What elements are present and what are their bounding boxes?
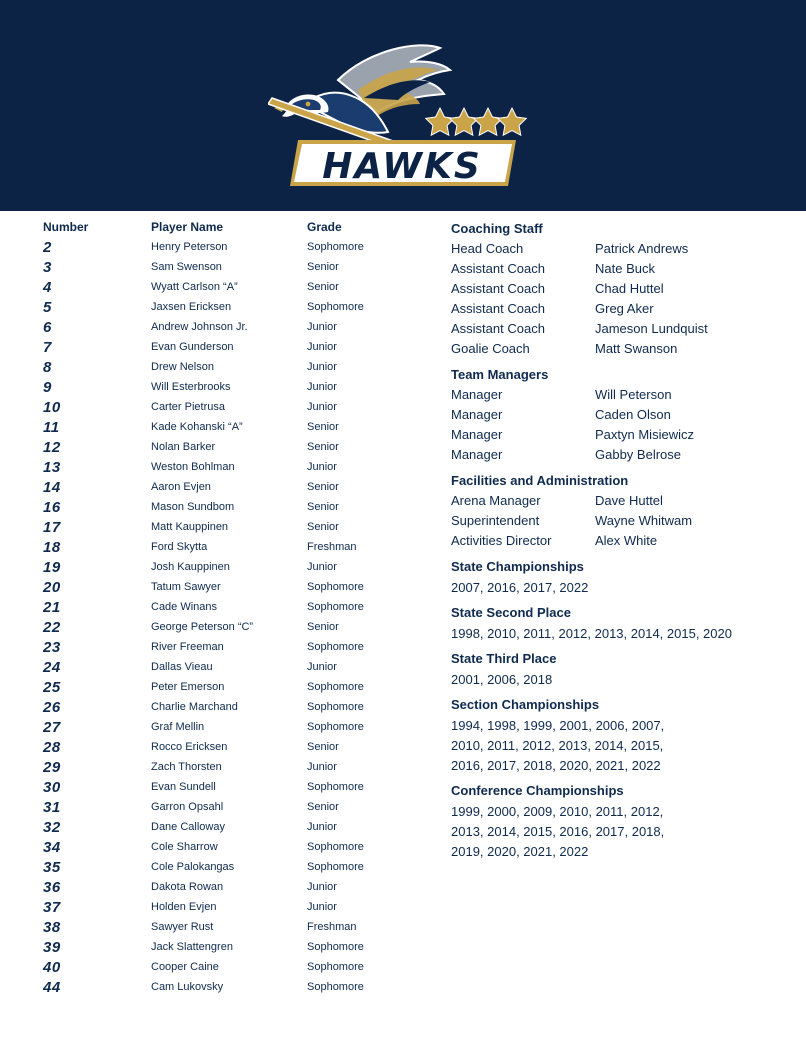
roster-row [43,798,423,818]
player-number: 18 [43,539,61,556]
player-grade: Senior [307,281,339,293]
player-number: 32 [43,819,61,836]
player-number: 21 [43,599,61,616]
player-name: Matt Kauppinen [151,521,229,533]
staff-role: Manager [451,427,503,442]
player-number: 30 [43,779,61,796]
roster-row [43,938,423,958]
player-number: 11 [43,419,60,436]
player-name: Tatum Sawyer [151,581,221,593]
roster-row [43,318,423,338]
year-line: 2019, 2020, 2021, 2022 [451,844,589,859]
staff-row [451,260,791,280]
year-line: 1994, 1998, 1999, 2001, 2006, 2007, [451,718,665,733]
player-name: Sawyer Rust [151,921,214,933]
state-second-section [451,604,791,644]
staff-role: Activities Director [451,533,552,548]
staff-row [451,386,791,406]
player-number: 34 [43,839,61,856]
player-grade: Sophomore [307,641,364,653]
player-number: 17 [43,519,61,536]
staff-role: Superintendent [451,513,540,528]
staff-role: Manager [451,407,503,422]
player-number: 29 [43,759,61,776]
player-grade: Junior [307,321,337,333]
player-grade: Sophomore [307,981,364,993]
player-grade: Senior [307,741,339,753]
staff-person: Matt Swanson [595,341,678,356]
player-grade: Junior [307,761,337,773]
player-name: Weston Bohlman [151,461,235,473]
roster-row [43,258,423,278]
staff-person: Wayne Whitwam [595,513,693,528]
facilities-section [451,472,791,552]
roster-row [43,498,423,518]
year-line: 2001, 2006, 2018 [451,672,553,687]
year-line: 2013, 2014, 2015, 2016, 2017, 2018, [451,824,665,839]
player-grade: Senior [307,421,339,433]
player-name: Garron Opsahl [151,801,224,813]
section-title: State Third Place [451,651,557,666]
staff-role: Assistant Coach [451,281,545,296]
player-name: Cooper Caine [151,961,219,973]
player-grade: Junior [307,341,337,353]
staff-list [451,492,791,552]
player-name: Jaxsen Ericksen [151,301,232,313]
staff-role: Head Coach [451,241,524,256]
roster-row [43,678,423,698]
player-number: 13 [43,459,61,476]
player-grade: Junior [307,361,337,373]
player-name: Peter Emerson [151,681,225,693]
state-championships-section [451,558,791,598]
staff-role: Arena Manager [451,493,541,508]
player-number: 3 [43,259,52,276]
player-grade: Senior [307,521,339,533]
year-lines [451,624,791,644]
roster-row [43,978,423,998]
section-title: Facilities and Administration [451,473,629,488]
staff-person: Greg Aker [595,301,654,316]
header-grade: Grade [307,220,342,234]
roster-row [43,918,423,938]
player-grade: Junior [307,561,337,573]
roster-row [43,898,423,918]
player-grade: Senior [307,261,339,273]
player-name: Kade Kohanski “A” [151,421,243,433]
year-lines [451,670,791,690]
player-name: Drew Nelson [151,361,214,373]
roster-row [43,618,423,638]
roster-row [43,818,423,838]
player-grade: Freshman [307,921,357,933]
player-grade: Sophomore [307,581,364,593]
player-number: 36 [43,879,61,896]
player-grade: Junior [307,401,337,413]
roster-row [43,378,423,398]
player-grade: Sophomore [307,841,364,853]
player-number: 5 [43,299,52,316]
player-grade: Senior [307,441,339,453]
player-number: 40 [43,959,61,976]
player-number: 37 [43,899,61,916]
staff-list [451,386,791,466]
player-name: Henry Peterson [151,241,228,253]
staff-row [451,532,791,552]
player-name: Ford Skytta [151,541,208,553]
player-grade: Sophomore [307,721,364,733]
year-line: 2016, 2017, 2018, 2020, 2021, 2022 [451,758,661,773]
player-grade: Junior [307,461,337,473]
staff-role: Assistant Coach [451,261,545,276]
staff-person: Jameson Lundquist [595,321,708,336]
logo-wordmark: HAWKS [322,146,482,187]
player-grade: Sophomore [307,701,364,713]
player-number: 23 [43,639,61,656]
player-name: Graf Mellin [151,721,205,733]
player-number: 14 [43,479,61,496]
roster-row [43,278,423,298]
player-name: Dakota Rowan [151,881,224,893]
roster-row [43,538,423,558]
conference-championships-section [451,782,791,862]
player-grade: Sophomore [307,781,364,793]
player-number: 38 [43,919,61,936]
player-name: Carter Pietrusa [151,401,225,413]
year-line: 1998, 2010, 2011, 2012, 2013, 2014, 2015, 2020 [451,626,732,641]
player-grade: Junior [307,881,337,893]
player-number: 22 [43,619,61,636]
player-grade: Sophomore [307,861,364,873]
player-name: Aaron Evjen [151,481,211,493]
player-name: Evan Sundell [151,781,216,793]
player-name: Holden Evjen [151,901,217,913]
section-title: Section Championships [451,697,600,712]
roster-row [43,558,423,578]
roster-row [43,858,423,878]
player-grade: Junior [307,381,337,393]
player-number: 28 [43,739,61,756]
staff-row [451,446,791,466]
player-grade: Junior [307,821,337,833]
staff-person: Alex White [595,533,658,548]
player-name: Josh Kauppinen [151,561,230,573]
section-title: Team Managers [451,367,549,382]
roster-row [43,238,423,258]
section-title: Coaching Staff [451,221,543,236]
section-championships-section [451,696,791,776]
player-number: 9 [43,379,52,396]
staff-and-honors [451,220,791,868]
roster-table [43,218,423,998]
roster-row [43,698,423,718]
roster-row [43,418,423,438]
header-number: Number [43,220,89,234]
year-lines [451,716,791,776]
roster-row [43,338,423,358]
staff-row [451,300,791,320]
roster-row [43,478,423,498]
roster-rows [43,238,423,998]
staff-list [451,240,791,360]
player-name: Nolan Barker [151,441,216,453]
roster-row [43,778,423,798]
player-name: Cade Winans [151,601,218,613]
player-number: 27 [43,719,61,736]
staff-role: Goalie Coach [451,341,530,356]
roster-row [43,738,423,758]
state-third-section [451,650,791,690]
player-grade: Sophomore [307,681,364,693]
player-grade: Senior [307,501,339,513]
roster-row [43,398,423,418]
roster-row [43,458,423,478]
staff-person: Dave Huttel [595,493,663,508]
player-name: Dane Calloway [151,821,225,833]
player-name: Cole Palokangas [151,861,235,873]
player-name: Sam Swenson [151,261,222,273]
roster-row [43,838,423,858]
player-number: 31 [43,799,61,816]
team-managers-section [451,366,791,466]
year-line: 2007, 2016, 2017, 2022 [451,580,589,595]
player-grade: Senior [307,801,339,813]
staff-row [451,240,791,260]
coaching-staff-section [451,220,791,360]
staff-row [451,280,791,300]
player-name: Zach Thorsten [151,761,222,773]
roster-header-row [43,218,423,238]
player-number: 25 [43,679,61,696]
player-name: Will Esterbrooks [151,381,231,393]
staff-row [451,320,791,340]
player-number: 6 [43,319,52,336]
header-banner [0,0,806,211]
player-number: 39 [43,939,61,956]
roster-row [43,758,423,778]
staff-person: Caden Olson [595,407,671,422]
player-number: 12 [43,439,61,456]
player-grade: Senior [307,621,339,633]
header-player-name: Player Name [151,220,224,234]
year-line: 1999, 2000, 2009, 2010, 2011, 2012, [451,804,664,819]
roster-row [43,878,423,898]
player-grade: Freshman [307,541,357,553]
player-name: Andrew Johnson Jr. [151,321,248,333]
player-number: 44 [43,979,61,996]
section-title: State Second Place [451,605,571,620]
staff-person: Will Peterson [595,387,672,402]
player-number: 16 [43,499,61,516]
player-name: Cole Sharrow [151,841,218,853]
staff-person: Gabby Belrose [595,447,681,462]
staff-role: Assistant Coach [451,321,545,336]
hawks-logo [268,40,538,190]
year-lines [451,802,791,862]
roster-row [43,638,423,658]
player-name: Mason Sundbom [151,501,235,513]
player-name: Charlie Marchand [151,701,238,713]
player-grade: Sophomore [307,301,364,313]
player-grade: Junior [307,901,337,913]
player-number: 20 [43,579,61,596]
staff-person: Chad Huttel [595,281,664,296]
roster-row [43,438,423,458]
staff-role: Manager [451,447,503,462]
roster-row [43,958,423,978]
player-name: Jack Slattengren [151,941,233,953]
staff-row [451,512,791,532]
year-lines [451,578,791,598]
player-number: 10 [43,399,61,416]
player-number: 24 [43,659,61,676]
player-name: Evan Gunderson [151,341,234,353]
roster-row [43,718,423,738]
roster-row [43,658,423,678]
player-number: 19 [43,559,61,576]
player-number: 35 [43,859,61,876]
player-grade: Sophomore [307,941,364,953]
player-name: Wyatt Carlson “A” [151,281,238,293]
player-grade: Sophomore [307,961,364,973]
staff-row [451,406,791,426]
section-title: Conference Championships [451,783,624,798]
staff-row [451,340,791,360]
player-grade: Senior [307,481,339,493]
player-grade: Sophomore [307,241,364,253]
roster-row [43,518,423,538]
player-name: George Peterson “C” [151,621,254,633]
section-title: State Championships [451,559,584,574]
roster-row [43,358,423,378]
roster-row [43,298,423,318]
staff-role: Manager [451,387,503,402]
player-number: 26 [43,699,61,716]
player-number: 8 [43,359,52,376]
staff-row [451,492,791,512]
player-name: Dallas Vieau [151,661,213,673]
staff-person: Nate Buck [595,261,655,276]
staff-person: Paxtyn Misiewicz [595,427,694,442]
player-grade: Junior [307,661,337,673]
player-number: 7 [43,339,52,356]
player-number: 2 [43,239,52,256]
roster-row [43,598,423,618]
player-name: River Freeman [151,641,224,653]
roster-row [43,578,423,598]
staff-row [451,426,791,446]
player-grade: Sophomore [307,601,364,613]
year-line: 2010, 2011, 2012, 2013, 2014, 2015, [451,738,664,753]
player-name: Rocco Ericksen [151,741,228,753]
player-number: 4 [43,279,52,296]
player-name: Cam Lukovsky [151,981,224,993]
staff-person: Patrick Andrews [595,241,689,256]
staff-role: Assistant Coach [451,301,545,316]
